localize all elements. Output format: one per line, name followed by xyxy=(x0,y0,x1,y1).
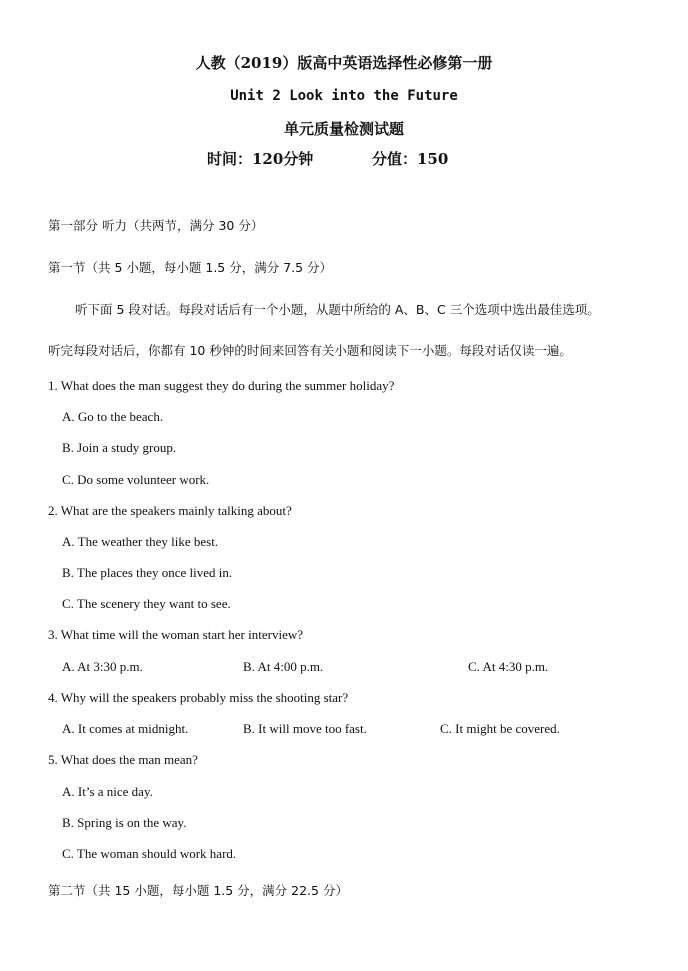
part1-heading: 第一部分 听力（共两节，满分 30 分） xyxy=(48,218,264,233)
question-2-option-c: C. The scenery they want to see. xyxy=(62,596,231,611)
question-3-option-c: C. At 4:30 p.m. xyxy=(468,659,549,674)
section2-heading: 第二节（共 15 小题，每小题 1.5 分，满分 22.5 分） xyxy=(48,883,348,898)
question-5-stem: 5. What does the man mean? xyxy=(48,752,198,767)
question-3-stem: 3. What time will the woman start her interview? xyxy=(48,627,303,642)
question-3-option-a: A. At 3:30 p.m. xyxy=(62,659,143,674)
instruction-line-1: 听下面 5 段对话。每段对话后有一个小题，从题中所给的 A、B、C 三个选项中选出最佳选项。 xyxy=(75,302,600,317)
question-4-option-c: C. It might be covered. xyxy=(440,721,560,736)
document-title: 人教（2019）版高中英语选择性必修第一册 xyxy=(195,54,493,72)
question-4-option-b: B. It will move too fast. xyxy=(243,721,367,736)
question-2-option-a: A. The weather they like best. xyxy=(62,534,219,549)
exam-score: 分值：150 xyxy=(372,150,449,168)
question-4-stem: 4. Why will the speakers probably miss the shooting star? xyxy=(48,690,349,705)
question-4-option-a: A. It comes at midnight. xyxy=(62,721,189,736)
unit-title: Unit 2 Look into the Future xyxy=(230,88,458,104)
question-2-option-b: B. The places they once lived in. xyxy=(62,565,233,580)
question-1-option-c: C. Do some volunteer work. xyxy=(62,472,210,487)
question-1-stem: 1. What does the man suggest they do during the summer holiday? xyxy=(48,378,395,393)
question-1-option-a: A. Go to the beach. xyxy=(62,409,164,424)
exam-time: 时间：120分钟 xyxy=(207,150,314,168)
question-5-option-b: B. Spring is on the way. xyxy=(62,815,187,830)
document-subtitle: 单元质量检测试题 xyxy=(283,120,404,138)
question-3-option-b: B. At 4:00 p.m. xyxy=(243,659,324,674)
question-5-option-a: A. It’s a nice day. xyxy=(62,784,153,799)
question-5-option-c: C. The woman should work hard. xyxy=(62,846,237,861)
instruction-line-2: 听完每段对话后，你都有 10 秒钟的时间来回答有关小题和阅读下一小题。每段对话仅读一遍。 xyxy=(48,343,572,358)
question-1-option-b: B. Join a study group. xyxy=(62,440,177,455)
section1-heading: 第一节（共 5 小题，每小题 1.5 分，满分 7.5 分） xyxy=(48,260,333,275)
question-2-stem: 2. What are the speakers mainly talking about? xyxy=(48,503,292,518)
